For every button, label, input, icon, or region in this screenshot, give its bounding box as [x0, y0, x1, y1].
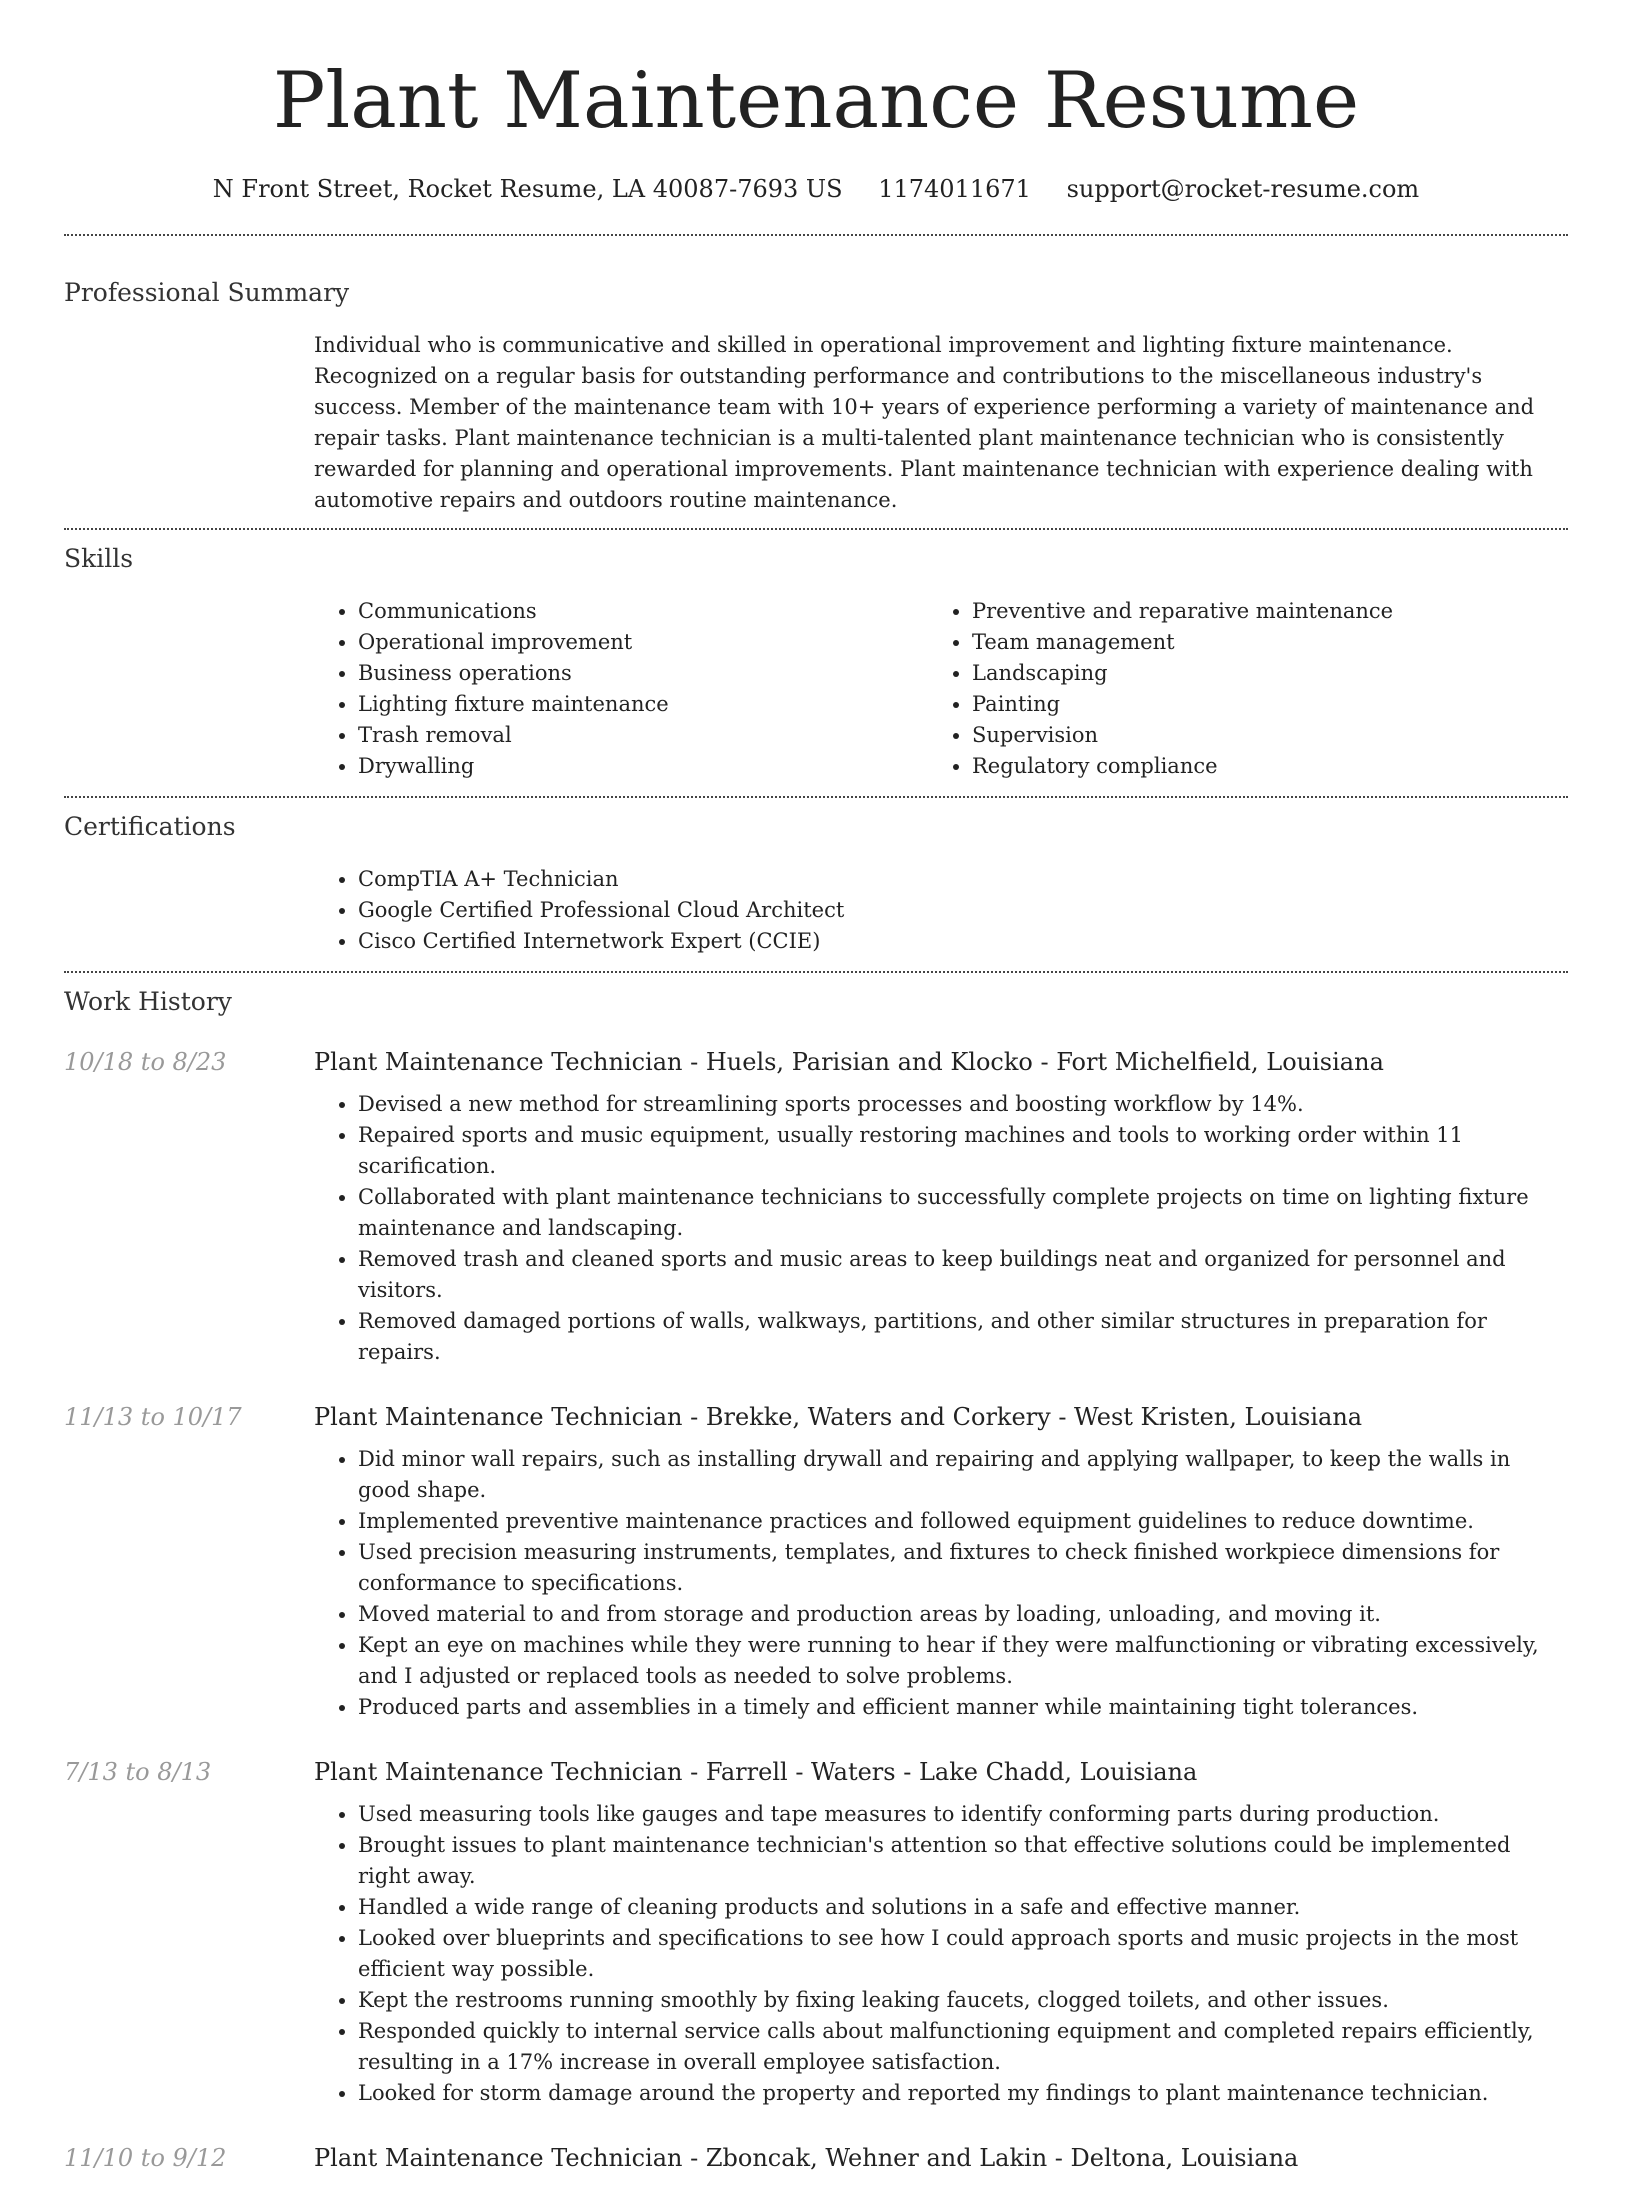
spacer [64, 1019, 1568, 1045]
job-dates: 10/18 to 8/23 [64, 1048, 227, 1076]
skill-item: • Landscaping [972, 658, 1542, 689]
skill-item: • Operational improvement [358, 627, 928, 658]
job-bullets [314, 1444, 1568, 1723]
spacer [64, 1368, 1568, 1400]
job-title: Plant Maintenance Technician - Zboncak, Wehner and Lakin - Deltona, Louisiana [314, 2144, 1299, 2172]
job-entry [64, 1755, 1568, 2109]
contact-address: N Front Street, Rocket Resume, LA 40087-7693 US [212, 175, 843, 203]
job-title: Plant Maintenance Technician - Brekke, Waters and Corkery - West Kristen, Louisiana [314, 1403, 1363, 1431]
skills-content [314, 576, 1568, 796]
skill-item: • Painting [972, 689, 1542, 720]
skill-item: • Preventive and reparative maintenance [972, 596, 1542, 627]
certification-item: • Google Certified Professional Cloud Architect [358, 895, 1568, 926]
divider [64, 528, 1568, 530]
job-bullets [314, 1799, 1568, 2109]
job-bullet: • Looked for storm damage around the property and reported my findings to plant maintenance technician. [358, 2078, 1568, 2109]
job-bullet: • Kept the restrooms running smoothly by fixing leaking faucets, clogged toilets, and other issues. [358, 1985, 1568, 2016]
job-bullet: • Looked over blueprints and specifications to see how I could approach sports and music projects in the most efficient way possible. [358, 1923, 1568, 1985]
skill-item: • Communications [358, 596, 928, 627]
job-bullet: • Removed damaged portions of walls, walkways, partitions, and other similar structures in preparation for repairs. [358, 1306, 1568, 1368]
skills-list-right [928, 596, 1542, 782]
job-bullet: • Produced parts and assemblies in a timely and efficient manner while maintaining tight tolerances. [358, 1692, 1568, 1723]
skill-item: • Trash removal [358, 720, 928, 751]
section-heading-certifications: Certifications [64, 812, 236, 841]
skill-item: • Team management [972, 627, 1542, 658]
job-bullet: • Implemented preventive maintenance practices and followed equipment guidelines to reduce downtime. [358, 1506, 1568, 1537]
job-entry [64, 1400, 1568, 1723]
certification-item: • CompTIA A+ Technician [358, 864, 1568, 895]
skill-item: • Supervision [972, 720, 1542, 751]
job-title: Plant Maintenance Technician - Huels, Parisian and Klocko - Fort Michelfield, Louisiana [314, 1048, 1384, 1076]
job-bullet: • Responded quickly to internal service calls about malfunctioning equipment and completed repairs efficiently, resulting in a 17% increase in overall employee satisfaction. [358, 2016, 1568, 2078]
summary-row [64, 310, 1568, 528]
job-bullet: • Brought issues to plant maintenance technician's attention so that effective solutions could be implemented right away. [358, 1830, 1568, 1892]
job-dates: 7/13 to 8/13 [64, 1758, 212, 1786]
job-bullet: • Did minor wall repairs, such as installing drywall and repairing and applying wallpaper, to keep the walls in good shape. [358, 1444, 1568, 1506]
skill-item: • Business operations [358, 658, 928, 689]
summary-text: Individual who is communicative and skilled in operational improvement and lighting fixture maintenance. Recognized on a regular basis for outstanding performance and contributions to the miscellaneous industry's success. Member of the maintenance team with 10+ years of experience performing a variety of maintenance and repair tasks. Plant maintenance technician is a multi-talented plant maintenance technician who is consistently rewarded for planning and operational improvements. Plant maintenance technician with experience dealing with automotive repairs and outdoors routine maintenance. [314, 333, 1535, 512]
spacer [64, 2109, 1568, 2141]
skill-item: • Lighting fixture maintenance [358, 689, 928, 720]
contact-email: support@rocket-resume.com [1066, 175, 1420, 203]
divider [64, 796, 1568, 798]
job-dates: 11/10 to 9/12 [64, 2144, 227, 2172]
certifications-list [314, 864, 1568, 957]
certifications-left-gutter [64, 844, 314, 971]
summary-left-gutter [64, 310, 314, 528]
job-content [314, 1045, 1568, 1368]
divider [64, 234, 1568, 236]
job-bullet: • Kept an eye on machines while they were running to hear if they were malfunctioning or vibrating excessively, and I adjusted or replaced tools as needed to solve problems. [358, 1630, 1568, 1692]
contact-phone: 1174011671 [878, 175, 1031, 203]
resume-page [64, 0, 1568, 2185]
job-entry [64, 2141, 1568, 2185]
skill-item: • Regulatory compliance [972, 751, 1542, 782]
certifications-content [314, 864, 1568, 957]
page-title: Plant Maintenance Resume [272, 56, 1360, 146]
job-bullet: • Handled a wide range of cleaning products and solutions in a safe and effective manner. [358, 1892, 1568, 1923]
job-bullet: • Removed trash and cleaned sports and music areas to keep buildings neat and organized for personnel and visitors. [358, 1244, 1568, 1306]
skills-list-left [314, 596, 928, 782]
job-title: Plant Maintenance Technician - Farrell - Waters - Lake Chadd, Louisiana [314, 1758, 1198, 1786]
contact-line [64, 172, 1568, 206]
job-bullet: • Devised a new method for streamlining sports processes and boosting workflow by 14%. [358, 1089, 1568, 1120]
job-bullet: • Repaired sports and music equipment, usually restoring machines and tools to working order within 11 scarification. [358, 1120, 1568, 1182]
job-dates: 11/13 to 10/17 [64, 1403, 242, 1431]
job-content [314, 1400, 1568, 1723]
section-heading-summary: Professional Summary [64, 278, 350, 307]
skills-columns [314, 596, 1568, 782]
certifications-row [64, 844, 1568, 971]
section-heading-skills: Skills [64, 544, 134, 573]
job-entry [64, 1045, 1568, 1368]
job-bullet: • Collaborated with plant maintenance technicians to successfully complete projects on time on lighting fixture maintenance and landscaping. [358, 1182, 1568, 1244]
section-heading-work-history: Work History [64, 987, 232, 1016]
job-bullet: • Used measuring tools like gauges and tape measures to identify conforming parts during production. [358, 1799, 1568, 1830]
skills-row [64, 576, 1568, 796]
spacer [64, 1723, 1568, 1755]
job-bullet: • Used precision measuring instruments, templates, and fixtures to check finished workpiece dimensions for conformance to specifications. [358, 1537, 1568, 1599]
skills-left-gutter [64, 576, 314, 796]
divider [64, 971, 1568, 973]
skill-item: • Drywalling [358, 751, 928, 782]
job-content [314, 1755, 1568, 2109]
job-bullets [314, 1089, 1568, 1368]
job-bullet: • Moved material to and from storage and production areas by loading, unloading, and moving it. [358, 1599, 1568, 1630]
certification-item: • Cisco Certified Internetwork Expert (CCIE) [358, 926, 1568, 957]
job-content [314, 2141, 1568, 2185]
